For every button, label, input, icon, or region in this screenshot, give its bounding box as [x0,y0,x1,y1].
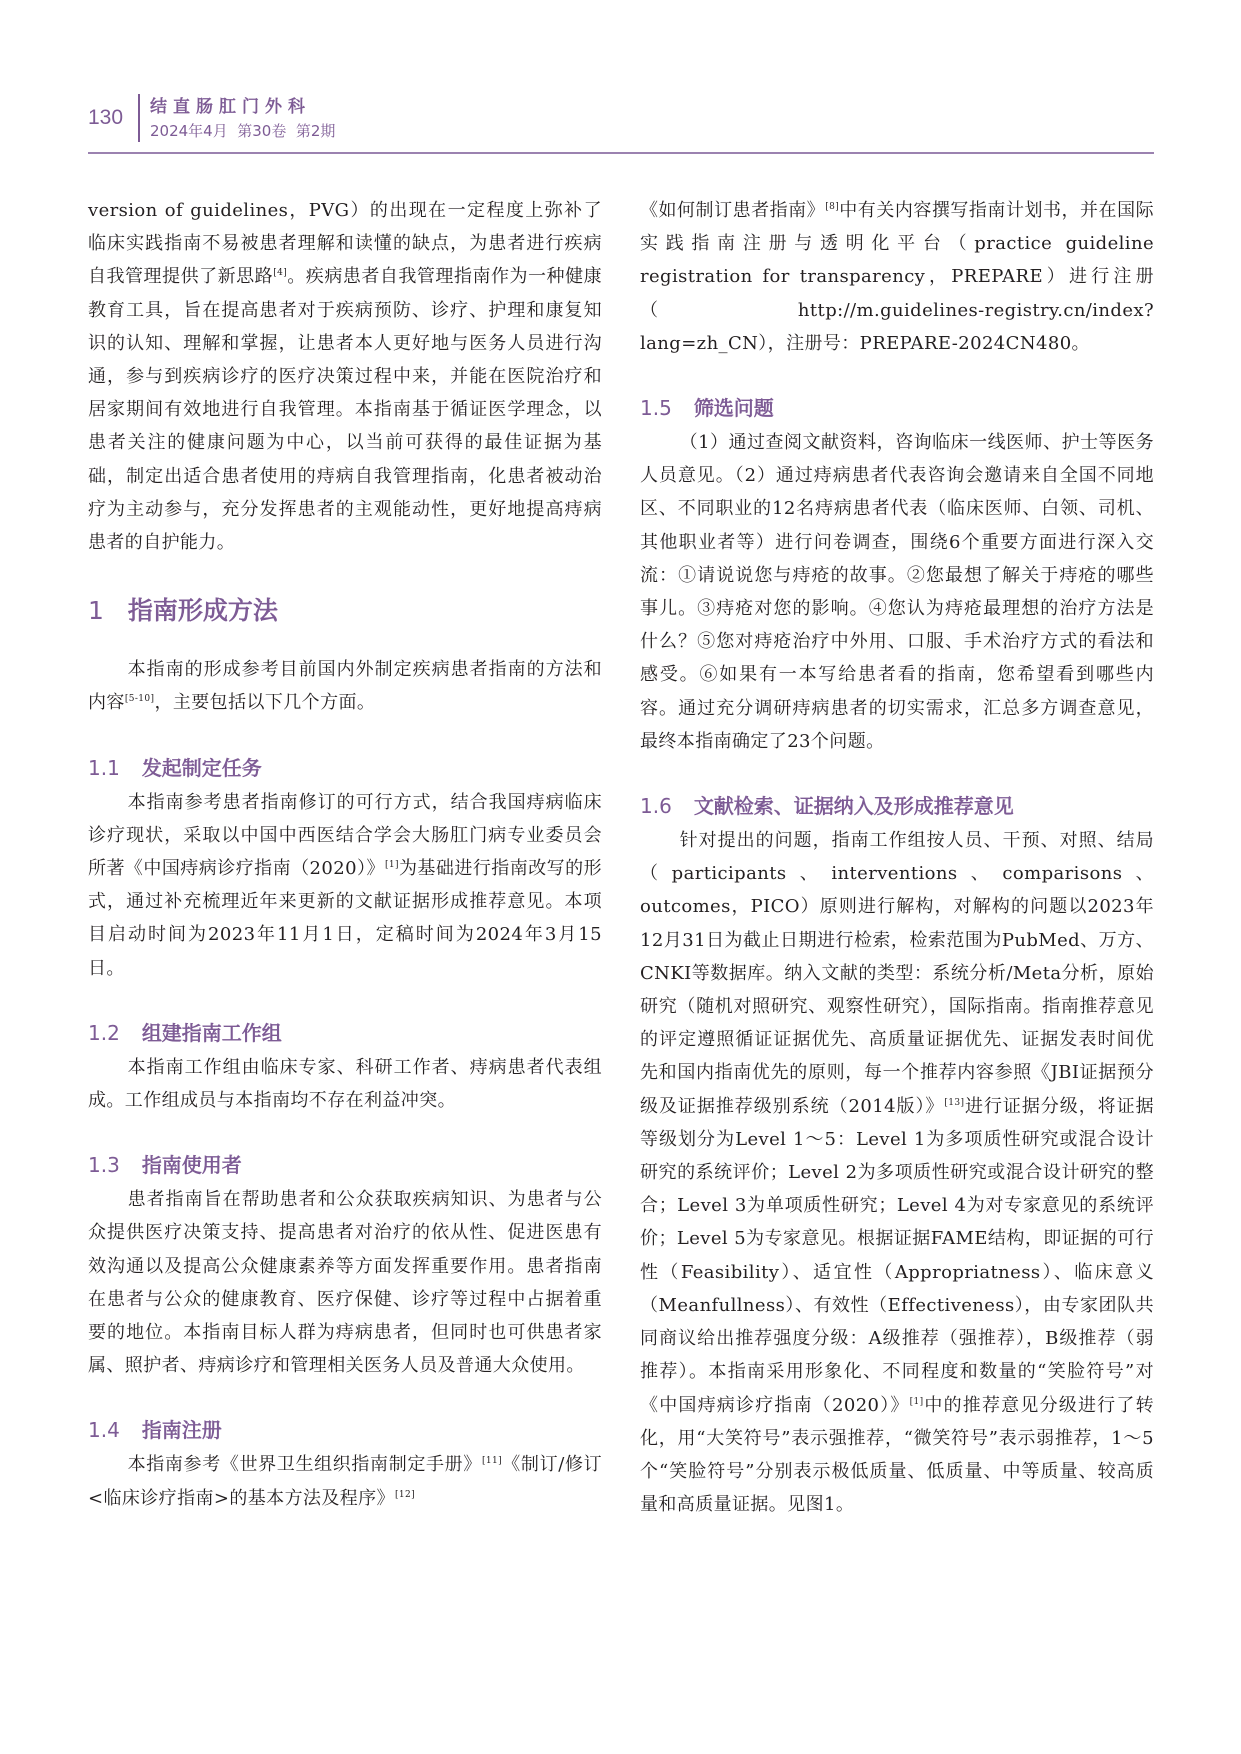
left-column [88,194,602,1515]
subsection-title: 组建指南工作组 [141,1020,282,1045]
citation-ref: [1] [909,1396,924,1407]
paragraph: 《如何制订患者指南》[8]中有关内容撰写指南计划书，并在国际实践指南注册与透明化平台（practice guideline registration for transparency，PREPARE）进行注册（http://m.guidelines-registry.cn/index?lang=zh_CN），注册号：PREPARE-2024CN480。 [640,200,1154,354]
page-number: 130 [88,106,124,129]
subsection-title: 指南使用者 [141,1153,242,1178]
subsection-title: 文献检索、证据纳入及形成推荐意见 [693,794,1014,819]
subsection-title: 指南注册 [141,1418,222,1443]
citation-ref: [13] [944,1097,965,1108]
issue-info: 2024年4月 第30卷 第2期 [150,122,336,140]
citation-ref: [11] [481,1456,503,1467]
citation-ref: [5-10] [124,694,155,705]
paragraph: 本指南参考《世界卫生组织指南制定手册》[11]《制订/修订<临床诊疗指南>的基本方法及程序》[12] [88,1454,602,1509]
subsection-title: 发起制定任务 [141,755,262,780]
intro-paragraph: version of guidelines，PVG）的出现在一定程度上弥补了临床实践指南不易被患者理解和读懂的缺点，为患者进行疾病自我管理提供了新思路[4]。疾病患者自我管理指南作为一种健康教育工具，旨在提高患者对于疾病预防、诊疗、护理和康复知识的认知、理解和掌握，让患者本人更好地与医务人员进行沟通，参与到疾病诊疗的医疗决策过程中来，并能在医院治疗和居家期间有效地进行自我管理。本指南基于循证医学理念，以患者关注的健康问题为中心，以当前可获得的最佳证据为基础，制定出适合患者使用的痔病自我管理指南，化患者被动治疗为主动参与，充分发挥患者的主观能动性，更好地提高痔病患者的自护能力。 [88,200,602,554]
subsection-heading-1-5 [640,390,1154,426]
paragraph: 针对提出的问题，指南工作组按人员、干预、对照、结局（participants、interventions、comparisons、outcomes，PICO）原则进行解构，对解构的问题以2023年12月31日为截止日期进行检索，检索范围为PubMed、万方、CNKI等数据库。纳入文献的类型：系统分析/Meta分析，原始研究（随机对照研究、观察性研究），国际指南。指南推荐意见的评定遵照循证证据优先、高质量证据优先、证据发表时间优先和国内指南优先的原则，每一个推荐内容参照《JBI证据预分级及证据推荐级别系统（2014版）》[13]进行证据分级，将证据等级划分为Level 1～5：Level 1为多项质性研究或混合设计研究的系统评价；Level 2为多项质性研究或混合设计研究的整合；Level 3为单项质性研究；Level 4为对专家意见的系统评价；Level 5为专家意见。根据证据FAME结构，即证据的可行性（Feasibility）、适宜性（Appropriatness）、临床意义（Meanfullness）、有效性（Effectiveness），由专家团队共同商议给出推荐强度分级：A级推荐（强推荐），B级推荐（弱推荐）。本指南采用形象化、不同程度和数量的“笑脸符号”对《中国痔病诊疗指南（2020）》[1]中的推荐意见分级进行了转化，用“大笑符号”表示强推荐，“微笑符号”表示弱推荐，1～5个“笑脸符号”分别表示极低质量、低质量、中等质量、较高质量和高质量证据。见图1。 [640,830,1154,1516]
subsection-number: 1.4 [88,1418,120,1443]
citation-ref: [1] [384,860,399,871]
subsection-heading-1-4 [88,1412,602,1448]
subsection-heading-1-3 [88,1147,602,1183]
section-title: 指南形成方法 [127,596,278,626]
section-heading-1 [88,589,602,633]
paragraph: 患者指南旨在帮助患者和公众获取疾病知识、为患者与公众提供医疗决策支持、提高患者对治疗的依从性、促进医患有效沟通以及提高公众健康素养等方面发挥重要作用。患者指南在患者与公众的健康教育、医疗保健、诊疗等过程中占据着重要的地位。本指南目标人群为痔病患者，但同时也可供患者家属、照护者、痔病诊疗和管理相关医务人员及普通大众使用。 [88,1189,602,1377]
subsection-number: 1.5 [640,396,672,421]
section-number: 1 [88,596,104,626]
running-header [88,88,1154,150]
citation-ref: [4] [273,268,288,279]
journal-title: 结直肠肛门外科 [150,97,311,117]
paragraph: 本指南参考患者指南修订的可行方式，结合我国痔病临床诊疗现状，采取以中国中西医结合学会大肠肛门病专业委员会所著《中国痔病诊疗指南（2020）》[1]为基础进行指南改写的形式，通过补充梳理近年来更新的文献证据形成推荐意见。本项目启动时间为2023年11月1日，定稿时间为2024年3月15日。 [88,791,602,979]
subsection-number: 1.1 [88,755,120,780]
right-column [640,194,1154,1521]
header-rule [88,152,1154,154]
header-divider [138,94,140,142]
subsection-heading-1-6 [640,788,1154,824]
paragraph: （1）通过查阅文献资料，咨询临床一线医师、护士等医务人员意见。（2）通过痔病患者代表咨询会邀请来自全国不同地区、不同职业的12名痔病患者代表（临床医师、白领、司机、其他职业者等）进行问卷调查，围绕6个重要方面进行深入交流：①请说说您与痔疮的故事。②您最想了解关于痔疮的哪些事儿。③痔疮对您的影响。④您认为痔疮最理想的治疗方法是什么？⑤您对痔疮治疗中外用、口服、手术治疗方式的看法和感受。⑥如果有一本写给患者看的指南，您希望看到哪些内容。通过充分调研痔病患者的切实需求，汇总多方调查意见，最终本指南确定了23个问题。 [640,432,1154,752]
subsection-heading-1-1 [88,750,602,786]
paragraph: 本指南的形成参考目前国内外制定疾病患者指南的方法和内容[5-10]，主要包括以下几个方面。 [88,659,602,714]
subsection-number: 1.2 [88,1020,120,1045]
citation-ref: [8] [825,202,840,212]
paragraph: 本指南工作组由临床专家、科研工作者、痔病患者代表组成。工作组成员与本指南均不存在利益冲突。 [88,1056,602,1112]
subsection-title: 筛选问题 [693,396,774,421]
subsection-number: 1.6 [640,794,672,819]
subsection-heading-1-2 [88,1015,602,1051]
citation-ref: [12] [394,1489,416,1500]
subsection-number: 1.3 [88,1153,120,1178]
